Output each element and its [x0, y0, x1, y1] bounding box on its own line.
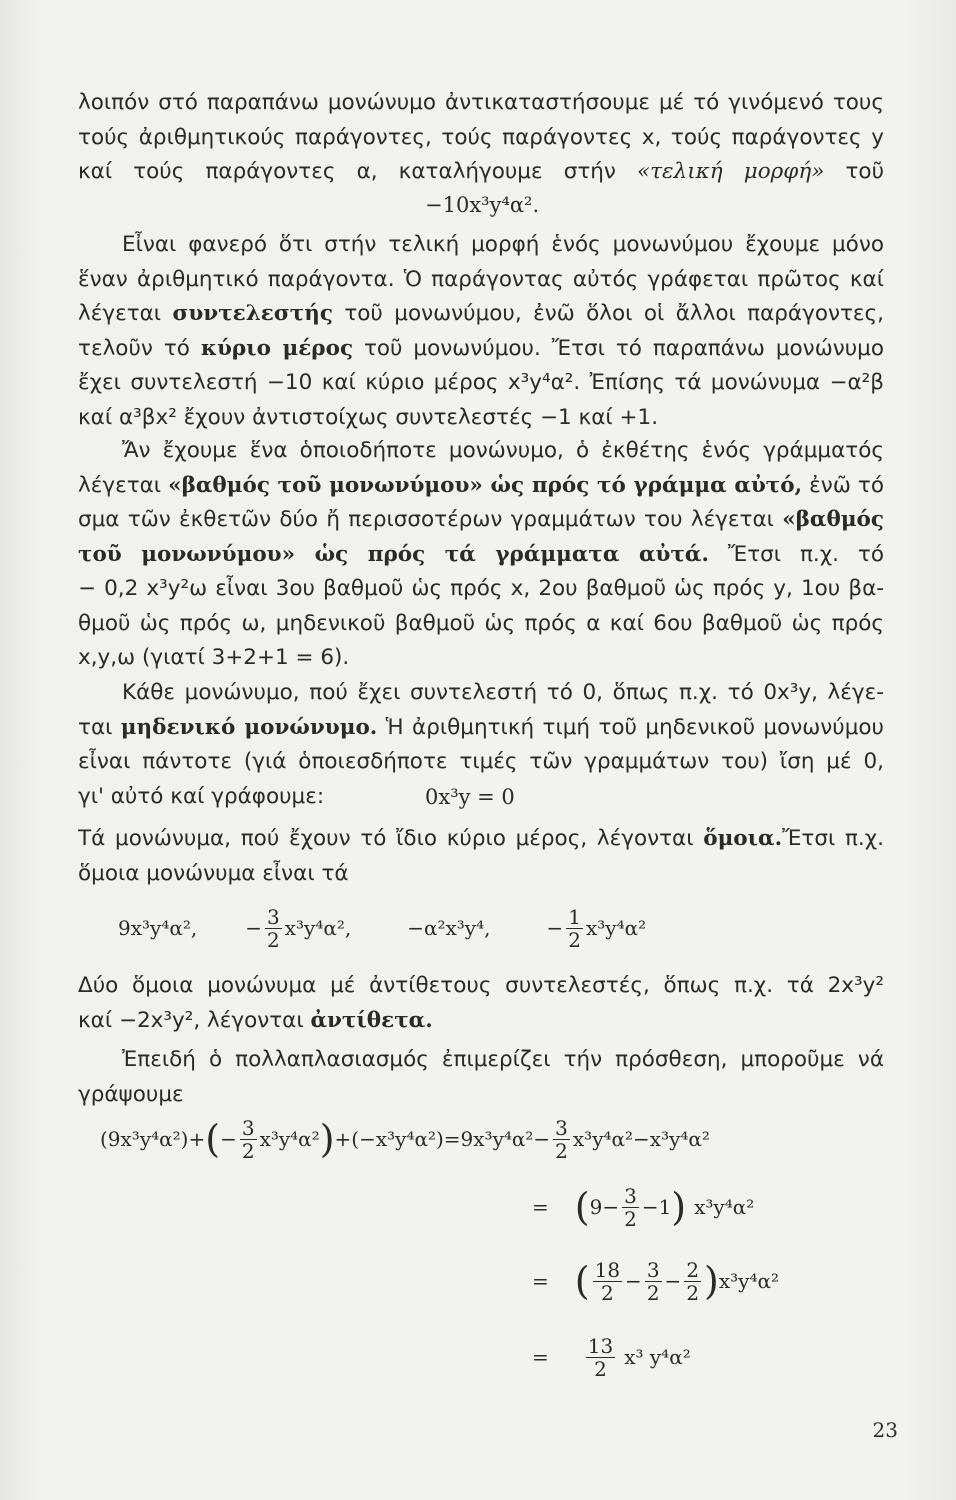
bold-term: μηδενικό μονώνυμο. — [120, 714, 378, 740]
formula-zero-monomial: 0x³y = 0 — [425, 785, 515, 809]
text-line — [78, 503, 884, 538]
numerator: 3 — [241, 1115, 255, 1140]
paragraph-7 — [78, 1043, 884, 1112]
numerator: 13 — [587, 1333, 614, 1358]
big-paren-close: ) — [704, 1259, 719, 1303]
text-line: Ἐπειδή ὁ πολλαπλασιασμός ἐπιμερίζει τήν πρόσθεση, μποροῦμε νά — [122, 1047, 884, 1072]
big-paren-close: ) — [671, 1185, 687, 1229]
fraction — [265, 906, 282, 951]
text-line: γι' αὐτό καί γράφουμε: — [78, 783, 325, 809]
denominator: 2 — [266, 927, 280, 952]
equals-sign: = — [532, 1195, 549, 1219]
monomial: x³y⁴α² — [585, 916, 647, 940]
text-span: Τά μονώνυμα, πού ἔχουν τό ἴδιο κύριο μέρος, λέγονται — [78, 826, 704, 851]
denominator: 2 — [646, 1280, 660, 1305]
equals-sign: = — [532, 1269, 549, 1293]
text-span: καί τούς παράγοντες α, καταλήγουμε στήν — [78, 159, 637, 184]
bold-term: «βαθμός — [782, 507, 884, 532]
monomial: 9x³y⁴α², — [118, 916, 198, 940]
expression: x³y⁴α² — [694, 1195, 755, 1219]
page-number: 23 — [872, 1418, 898, 1442]
equation-row-1 — [100, 1110, 710, 1168]
text-line — [78, 155, 884, 190]
text-span: τελοῦν τό — [78, 335, 201, 361]
text-span: τοῦ — [845, 159, 884, 184]
text-span: σμα τῶν ἐκθετῶν δύο ἤ περισσοτέρων γραμμάτων του λέγεται — [78, 507, 783, 532]
text-span: Ἔτσι π.χ. τό — [727, 541, 884, 567]
equation-row-4 — [532, 1328, 691, 1386]
expression: +(−x³y⁴α²)=9x³y⁴α²− — [334, 1127, 551, 1151]
text-line: Κάθε μονώνυμο, πού ἔχει συντελεστή τό 0, ὅπως π.χ. τό 0x³y, λέγε- — [122, 680, 884, 705]
text-span: Ἡ ἀριθμητική τιμή τοῦ μηδενικοῦ μονωνύμου — [377, 714, 884, 740]
bold-term: συντελεστής — [172, 301, 333, 326]
text-line: τούς ἀριθμητικούς παράγοντες, τούς παράγοντες x, τούς παράγοντες y — [78, 124, 884, 150]
expression: x³y⁴α² — [259, 1127, 320, 1151]
text-span: Ἔτσι π.χ. — [782, 826, 884, 851]
paragraph-2 — [78, 228, 884, 435]
text-line: θμοῦ ὡς πρός ω, μηδενικοῦ βαθμοῦ ὡς πρός α καί 6ου βαθμοῦ ὡς πρός — [78, 610, 884, 636]
numerator: 2 — [686, 1257, 700, 1282]
text-line: ἕναν ἀριθμητικό παράγοντα. Ὁ παράγοντας αὐτός γράφεται πρῶτος καί — [78, 266, 884, 292]
text-line: λοιπόν στό παραπάνω μονώνυμο ἀντικαταστήσουμε μέ τό γινόμενό τους — [78, 90, 884, 115]
text-line — [78, 332, 884, 367]
denominator: 2 — [555, 1138, 568, 1163]
monomial: x³y⁴α², — [284, 916, 352, 940]
fraction — [586, 1335, 615, 1380]
text-line: Ἄν ἔχουμε ἕνα ὁποιοδήποτε μονώνυμο, ὁ ἐκθέτης ἑνός γράμματός — [122, 438, 884, 463]
text-span: λέγεται — [78, 301, 173, 326]
fraction — [566, 906, 583, 951]
paragraph-3 — [78, 434, 884, 676]
minus-sign: − — [625, 1269, 642, 1293]
bold-term: κύριο μέρος — [200, 335, 354, 361]
text-line — [78, 1004, 884, 1039]
bold-term: ἀντίθετα. — [310, 1007, 433, 1033]
equals-sign: = — [532, 1345, 549, 1369]
text-span: τοῦ μονωνύμου. Ἔτσι τό παραπάνω μονώνυμο — [353, 335, 884, 361]
numerator: 18 — [594, 1257, 621, 1282]
denominator: 2 — [594, 1356, 607, 1381]
expression: x³y⁴α² — [718, 1269, 780, 1293]
text-line — [78, 538, 884, 573]
minus-sign: − — [245, 916, 262, 940]
monomial: −α²x³y⁴, — [407, 916, 491, 940]
expression: 9− — [589, 1195, 620, 1219]
paragraph-1 — [78, 86, 884, 190]
fraction — [593, 1259, 622, 1304]
big-paren-open: ( — [574, 1185, 590, 1229]
text-line — [78, 822, 884, 857]
text-line: γράψουμε — [78, 1081, 184, 1107]
text-line — [78, 469, 884, 504]
text-line: Δύο ὅμοια μονώνυμα μέ ἀντίθετους συντελεστές, ὅπως π.χ. τά 2x³y² — [78, 973, 884, 998]
formula-final-form: −10x³y⁴α². — [425, 193, 540, 217]
fraction — [684, 1259, 701, 1304]
denominator: 2 — [568, 927, 581, 952]
emphasis-text: «τελική μορφή» — [637, 159, 825, 184]
paragraph-5 — [78, 822, 884, 891]
big-paren-close: ) — [319, 1117, 335, 1161]
big-paren-open: ( — [574, 1259, 590, 1303]
expression: −1 — [641, 1195, 672, 1219]
denominator: 2 — [600, 1280, 614, 1305]
text-line: Εἶναι φανερό ὅτι στήν τελική μορφή ἑνός μονωνύμου ἔχουμε μόνο — [122, 232, 884, 257]
similar-monomials-row — [118, 900, 646, 956]
numerator: 3 — [624, 1183, 637, 1208]
bold-term: ὅμοια. — [703, 826, 783, 851]
big-paren-open: ( — [205, 1117, 221, 1161]
minus-sign: − — [546, 916, 564, 940]
text-span: ἐνῶ τό — [809, 472, 884, 498]
equation-row-3 — [532, 1252, 779, 1310]
minus-sign: − — [220, 1127, 237, 1151]
denominator: 2 — [624, 1206, 637, 1231]
denominator: 2 — [241, 1138, 255, 1163]
text-line: εἶναι πάντοτε (γιά ὁποιεσδήποτε τιμές τῶν γραμμάτων του) ἴση μέ 0, — [78, 749, 884, 774]
paragraph-6 — [78, 969, 884, 1038]
expression: x³y⁴α²−x³y⁴α² — [572, 1127, 710, 1151]
fraction — [622, 1185, 639, 1230]
text-line: καί α³βx² ἔχουν ἀντιστοίχως συντελεστές −1 καί +1. — [78, 404, 659, 430]
text-span: τοῦ μονωνύμου, ἐνῶ ὅλοι οἱ ἄλλοι παράγοντες, — [344, 301, 884, 326]
text-line: ὅμοια μονώνυμα εἶναι τά — [78, 860, 349, 886]
minus-sign: − — [664, 1269, 682, 1293]
bold-term: «βαθμός τοῦ μονωνύμου» ὡς πρός τό γράμμα αὐτό, — [168, 472, 803, 498]
numerator: 3 — [555, 1115, 568, 1140]
fraction — [553, 1117, 570, 1162]
text-span: ται — [78, 714, 121, 740]
text-line — [78, 297, 884, 332]
text-line — [78, 711, 884, 746]
text-line: − 0,2 x³y²ω εἶναι 3ου βαθμοῦ ὡς πρός x, 2ου βαθμοῦ ὡς πρός y, 1ου βα- — [78, 576, 884, 601]
bold-term: τοῦ μονωνύμου» ὡς πρός τά γράμματα αὐτά. — [78, 541, 709, 567]
text-span: λέγεται — [78, 472, 169, 498]
numerator: 3 — [646, 1257, 660, 1282]
fraction — [240, 1117, 257, 1162]
text-span: καί −2x³y², λέγονται — [78, 1007, 311, 1033]
denominator: 2 — [686, 1280, 700, 1305]
text-line: x,y,ω (γιατί 3+2+1 = 6). — [78, 645, 350, 670]
expression: (9x³y⁴α²)+ — [100, 1127, 206, 1151]
text-line: ἔχει συντελεστή −10 καί κύριο μέρος x³y⁴α². Ἐπίσης τά μονώνυμα −α²β — [78, 370, 884, 395]
equation-row-2 — [532, 1178, 754, 1236]
numerator: 3 — [266, 904, 280, 929]
numerator: 1 — [568, 904, 581, 929]
expression: x³ y⁴α² — [624, 1345, 691, 1369]
fraction — [645, 1259, 662, 1304]
